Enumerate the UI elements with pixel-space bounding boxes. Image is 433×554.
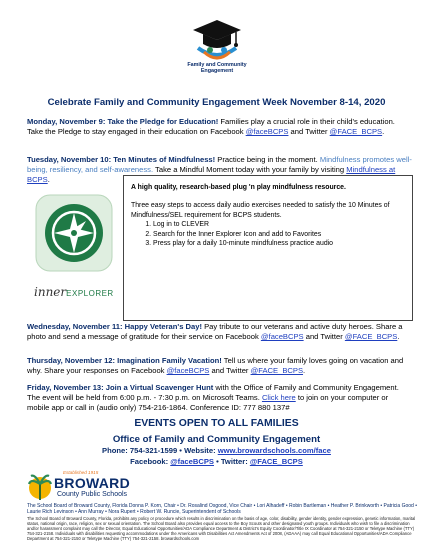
- inner-explorer-box: [123, 175, 413, 321]
- inner-explorer-steps: [131, 220, 408, 248]
- inner-explorer-headline: A high quality, research-based plug 'n play mindfulness resource.: [131, 184, 346, 191]
- monday-section: [27, 117, 412, 137]
- board-footer: [27, 503, 417, 541]
- wednesday-label: Wednesday, November 11: Happy Veteran's Day!: [27, 322, 202, 331]
- wednesday-text2: and Twitter: [303, 332, 345, 342]
- thursday-text3: .: [303, 366, 306, 376]
- facebook-sep: :: [165, 457, 171, 466]
- twitter-label: Twitter: [220, 457, 246, 466]
- inner-explorer-intro: Three easy steps to access daily audio exercises needed to satisfy the 10 Minutes of Mindfulness/SEL requirement for BCPS students.: [131, 202, 390, 219]
- broward-name: BROWARD: [54, 475, 130, 491]
- step-item: 3. Press play for a daily 10-minute mindfulness practice audio: [153, 239, 408, 248]
- monday-label: Monday, November 9: Take the Pledge for Education!: [27, 117, 219, 126]
- friday-text1: with the Office of Family and Community Engagement. The event will be held from 6:00 p.m. - 7:30 p.m. on Microsoft Teams.: [27, 383, 399, 403]
- wednesday-twitter-link[interactable]: @FACE_BCPS: [344, 332, 398, 342]
- tuesday-mindfulness-link[interactable]: Mindfulness at BCPS: [27, 165, 396, 185]
- monday-text1: Families play a crucial role in their child's education. Take the Pledge to stay engaged in their education on Facebook: [27, 117, 395, 137]
- thursday-text1: Tell us where your family loves going on vacation and why. Share your responses on Facebook: [27, 356, 404, 376]
- step-item: 2. Search for the Inner Explorer Icon and add to Favorites: [153, 230, 408, 239]
- facebook-label: Facebook: [130, 457, 166, 466]
- thursday-text2: and Twitter: [209, 366, 251, 376]
- wednesday-text3: .: [397, 332, 400, 342]
- facebook-link[interactable]: @faceBCPS: [170, 457, 214, 466]
- graduation-cap-icon: [186, 18, 248, 62]
- events-heading: EVENTS OPEN TO ALL FAMILIES: [134, 418, 299, 429]
- tuesday-text2: Take a Mindful Moment today with your family by visiting: [153, 165, 347, 175]
- palm-tree-icon: [27, 472, 53, 502]
- wednesday-section: [27, 322, 412, 342]
- brand-inner: inner: [34, 285, 67, 299]
- compass-icon: [28, 193, 120, 289]
- inner-explorer-wordmark: [34, 285, 120, 299]
- logo-line1: Family and Community: [187, 62, 247, 68]
- office-social-line: [0, 457, 433, 466]
- phone-label: Phone: [102, 446, 126, 455]
- twitter-colon: :: [245, 457, 250, 466]
- monday-text2: and Twitter: [288, 127, 330, 137]
- step-item: 1. Log in to CLEVER: [153, 220, 408, 229]
- brand-explorer: EXPLORER: [66, 289, 114, 298]
- office-name: Office of Family and Community Engagement: [112, 434, 321, 445]
- phone-value: : 754-321-1599 •: [125, 446, 185, 455]
- board-disclaimer: The School Board of Broward County, Florida, prohibits any policy or procedure which results in discrimination on the basis of age, color, disability, gender identity, gender expression, genetic information, marital status, national origin, race, religion, sex or sexual orientation. The School Board also provides equal access to the Boy Scouts and other designated youth groups. Individuals who wish to file a discrimination and/or harassment complaint may call the Director, Equal Educational Opportunities/ADA Compliance Department & District's Equity Coordinator/Title IX Coordinator at 754-321-2150 or Teletype Machine (TTY) 754-321-2158. Individuals with disabilities requesting accommodations under the Americans with Disabilities Act Amendments Act of 2008, (ADAAA) may call Equal Educational Opportunities/ADA Compliance Department at 754-321-2150 or Teletype Machine (TTY) 754-321-2158. browardschools.com: [27, 516, 416, 542]
- thursday-facebook-link[interactable]: @faceBCPS: [166, 366, 210, 376]
- wednesday-text1: Pay tribute to our veterans and active duty heroes. Share a photo and send a message of gratitude for their service on Facebook: [27, 322, 403, 342]
- twitter-link[interactable]: @FACE_BCPS: [249, 457, 303, 466]
- broward-sub: County Public Schools: [57, 491, 128, 498]
- established-text: Established 1915: [63, 470, 99, 475]
- broward-logo: [27, 470, 167, 502]
- tuesday-label: Tuesday, November 10: Ten Minutes of Mindfulness!: [27, 155, 216, 164]
- thursday-section: [27, 356, 412, 376]
- tuesday-text1: Practice being in the moment.: [215, 155, 320, 164]
- website-link[interactable]: www.browardschools.com/face: [217, 446, 331, 455]
- page-title: Celebrate Family and Community Engagement Week November 8-14, 2020: [47, 97, 386, 108]
- friday-click-here-link[interactable]: Click here: [261, 393, 296, 403]
- tuesday-text3: .: [47, 175, 50, 185]
- monday-twitter-link[interactable]: @FACE_BCPS: [329, 127, 383, 137]
- tuesday-mindful-text: Mindfulness promotes well-being, resiliency, and self-awareness.: [27, 155, 412, 175]
- monday-text3: .: [382, 127, 385, 137]
- wednesday-facebook-link[interactable]: @faceBCPS: [260, 332, 304, 342]
- logo-line2: Engagement: [200, 68, 234, 75]
- website-label: Website: [184, 446, 214, 455]
- inner-explorer-logo: [28, 193, 120, 313]
- thursday-twitter-link[interactable]: @FACE_BCPS: [250, 366, 304, 376]
- office-contact-line: [0, 446, 433, 455]
- friday-section: [27, 383, 412, 414]
- board-members: The School Board of Broward County, Florida Donna P. Korn, Chair • Dr. Rosalind Osgood, Vice Chair • Lori Alhadeff • Robin Bartleman • Heather P. Brinkworth • Patricia Good • Laurie Rich Levinson • Ann Murray • Nora Rupert • Robert W. Runcie, Superintendent of Schools: [27, 503, 417, 515]
- website-sep: :: [213, 446, 218, 455]
- monday-facebook-link[interactable]: @faceBCPS: [245, 127, 289, 137]
- twitter-sep: •: [213, 457, 221, 466]
- friday-label: Friday, November 13: Join a Virtual Scavenger Hunt: [27, 383, 214, 392]
- thursday-label: Thursday, November 12: Imagination Family Vacation!: [27, 356, 222, 365]
- friday-text2: to join on your computer or mobile app or call in (audio only) 754-216-1864. Conference ID: 777 880 137#: [27, 393, 389, 413]
- logo-text: [166, 62, 268, 75]
